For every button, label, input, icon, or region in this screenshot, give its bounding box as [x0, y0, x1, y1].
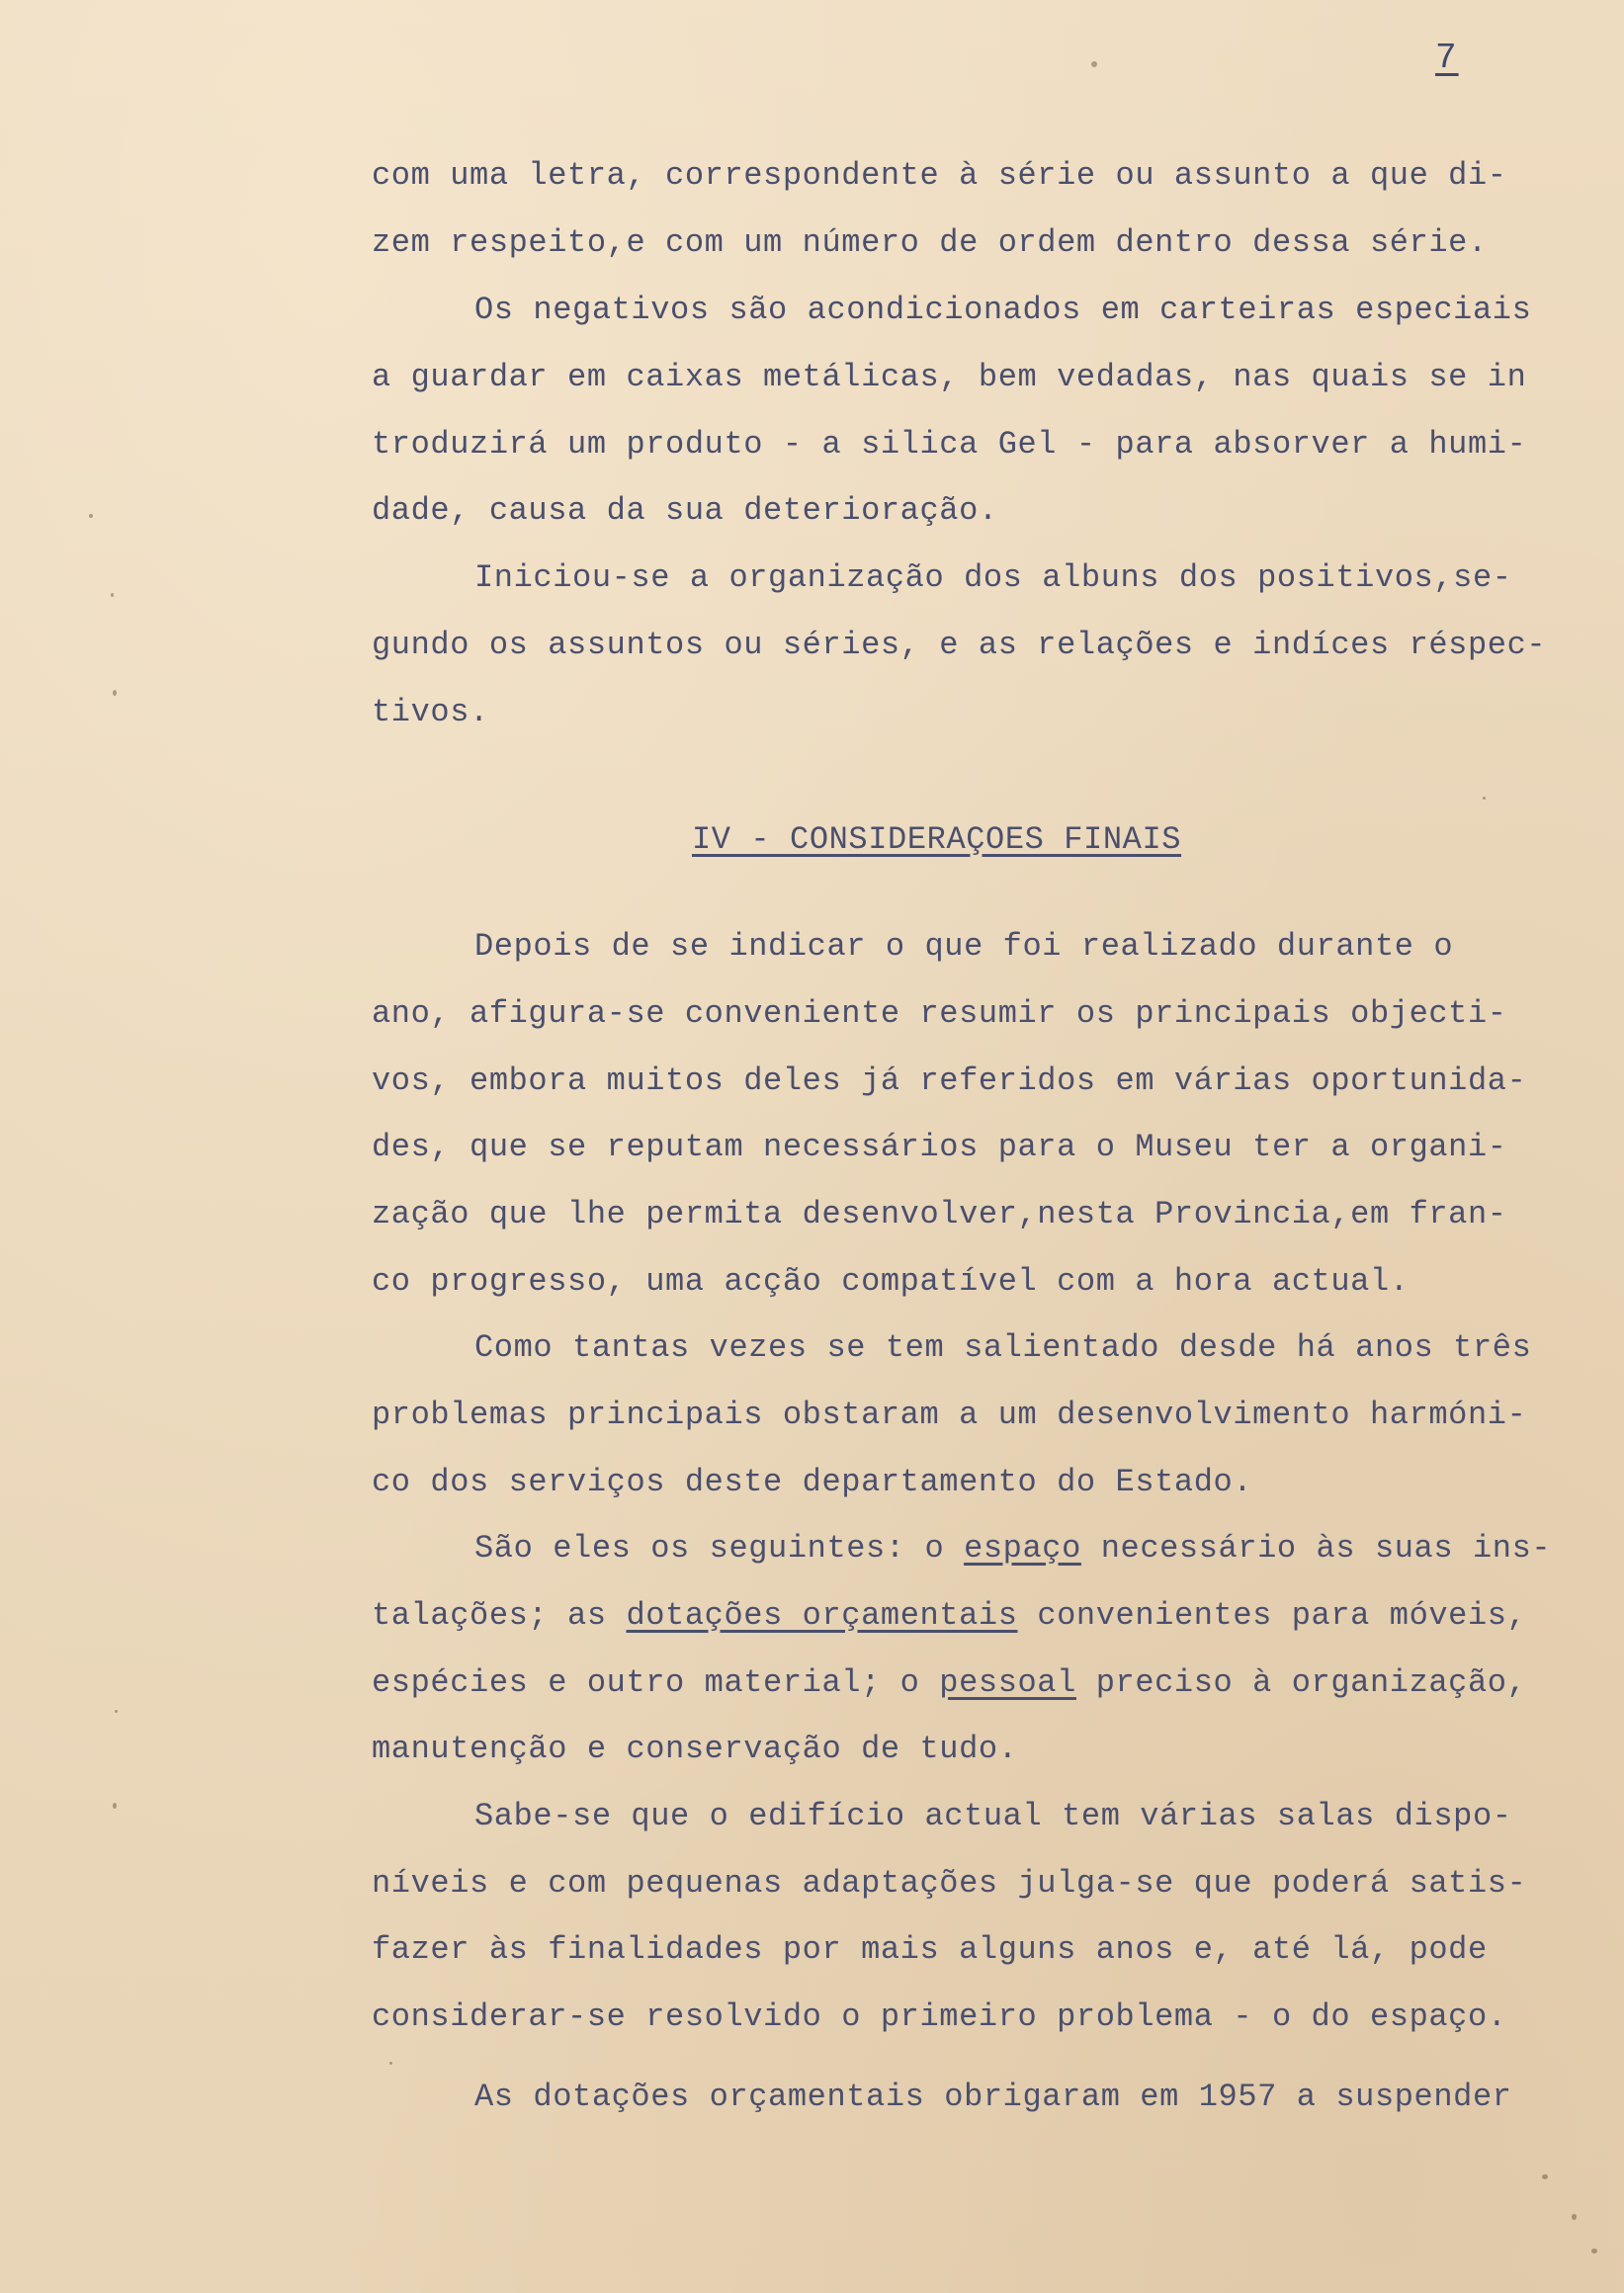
text-line: co progresso, uma acção compatível com a hora actual. [372, 1263, 1410, 1300]
paper-speck [1572, 2214, 1577, 2220]
text-segment: talações; as [372, 1597, 627, 1634]
paper-speck [113, 1803, 117, 1809]
paper-speck [89, 514, 93, 518]
text-line: manutenção e conservação de tudo. [372, 1731, 1018, 1767]
page-number: 7 [1435, 38, 1459, 78]
text-line: des, que se reputam necessários para o Museu ter a organi- [372, 1129, 1507, 1165]
text-line: fazer às finalidades por mais alguns anos e, até lá, pode [372, 1931, 1488, 1968]
text-line: co dos serviços deste departamento do Estado. [372, 1464, 1253, 1500]
text-line: considerar-se resolvido o primeiro problema - o do espaço. [372, 1998, 1507, 2035]
text-line: problemas principais obstaram a um desenvolvimento harmóni- [372, 1397, 1527, 1433]
text-line: troduzirá um produto - a silica Gel - para absorver a humi- [372, 426, 1527, 463]
paper-speck [111, 593, 114, 597]
paper-speck [389, 2062, 392, 2065]
paper-speck [1542, 2174, 1548, 2179]
paper-speck [1483, 797, 1486, 800]
text-segment: São eles os seguintes: o [474, 1530, 965, 1567]
text-segment: convenientes para móveis, [1017, 1597, 1527, 1634]
text-line: dade, causa da sua deterioração. [372, 492, 998, 529]
text-line: zem respeito,e com um número de ordem dentro dessa série. [372, 224, 1488, 261]
underlined-term: dotações orçamentais [626, 1597, 1018, 1634]
text-segment: preciso à organização, [1075, 1664, 1527, 1701]
text-line: ano, afigura-se conveniente resumir os principais objecti- [372, 995, 1507, 1032]
text-line: Iniciou-se a organização dos albuns dos positivos,se- [474, 559, 1512, 596]
text-line: Sabe-se que o edifício actual tem várias salas dispo- [474, 1798, 1512, 1834]
paper-speck [115, 1710, 118, 1713]
text-line: Como tantas vezes se tem salientado desde há anos três [474, 1329, 1532, 1366]
text-line [372, 1663, 1526, 1703]
text-line: zação que lhe permita desenvolver,nesta Provincia,em fran- [372, 1196, 1507, 1232]
paper-speck [1591, 2249, 1597, 2253]
underlined-term: pessoal [939, 1664, 1076, 1701]
text-line: a guardar em caixas metálicas, bem vedadas, nas quais se in [372, 359, 1527, 395]
text-line: vos, embora muitos deles já referidos em várias oportunida- [372, 1062, 1527, 1099]
text-line [474, 1529, 1551, 1569]
text-line: gundo os assuntos ou séries, e as relações e indíces réspec- [372, 627, 1547, 663]
text-line: Depois de se indicar o que foi realizado durante o [474, 928, 1454, 965]
text-segment: espécies e outro material; o [372, 1664, 940, 1701]
text-line: Os negativos são acondicionados em carteiras especiais [474, 292, 1532, 328]
text-segment: necessário às suas ins- [1080, 1530, 1552, 1567]
underlined-term: espaço [964, 1530, 1081, 1567]
text-line: tivos. [372, 694, 489, 730]
text-line: com uma letra, correspondente à série ou assunto a que di- [372, 157, 1507, 194]
text-line: níveis e com pequenas adaptações julga-se que poderá satis- [372, 1865, 1527, 1902]
text-line [372, 1596, 1526, 1636]
section-heading: IV - CONSIDERAÇOES FINAIS [692, 821, 1182, 858]
paper-speck [1091, 61, 1097, 67]
paper-speck [113, 690, 117, 696]
text-line: As dotações orçamentais obrigaram em 1957 a suspender [474, 2079, 1512, 2115]
